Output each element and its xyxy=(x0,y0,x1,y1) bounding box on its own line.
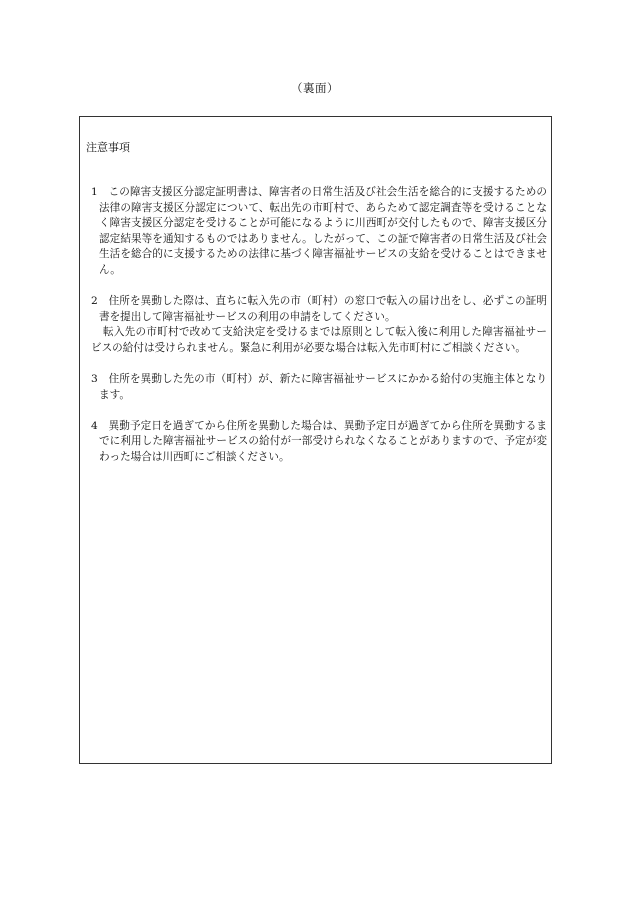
item-number: 1 xyxy=(91,186,98,198)
notice-item-paragraph xyxy=(86,294,547,325)
page-title: （裏面） xyxy=(291,81,339,95)
item-text: 異動予定日を過ぎてから住所を異動した場合は、異動予定日が過ぎてから住所を異動するまでに利用した障害福祉サービスの給付が一部受けられなくなることがありますので、予定が変わった場合は川西町にご相談ください。 xyxy=(99,419,548,463)
item-text: 住所を異動した際は、直ちに転入先の市（町村）の窓口で転入の届け出をし、必ずこの証明書を提出して障害福祉サービスの利用の申請をしてください。 xyxy=(99,295,548,323)
notice-item-4 xyxy=(86,419,547,466)
notice-item-3 xyxy=(86,372,547,403)
notice-item-paragraph xyxy=(86,372,547,403)
item-text: 住所を異動した先の市（町村）が、新たに障害福祉サービスにかかる給付の実施主体となります。 xyxy=(99,372,548,401)
notice-list xyxy=(86,185,547,481)
item-number: 3 xyxy=(91,372,98,385)
item-text: この障害支援区分認定証明書は、障害者の日常生活及び社会生活を総合的に支援するための法律の障害支援区分認定について、転出先の市町村で、あらためて認定調査等を受けることなく障害支援区分認定を受けることが可能になるように川西町が交付したもので、障害支援区分認定結果等を通知するものではありません。したがって、この証で障害者の日常生活及び社会生活を総合的に支援するための法律に基づく障害福祉サービスの支給を受けることはできません。 xyxy=(99,186,548,276)
notice-heading: 注意事項 xyxy=(86,141,130,154)
notice-item-continuation: 転入先の市町村で改めて支給決定を受けるまでは原則として転入後に利用した障害福祉サービスの給付は受けられません。緊急に利用が必要な場合は転入先市町村にご相談ください。 xyxy=(91,326,547,354)
item-number: 4 xyxy=(91,419,98,432)
notice-item-paragraph xyxy=(86,419,547,466)
notice-box xyxy=(79,116,552,764)
item-number: 2 xyxy=(91,295,98,308)
notice-item-2 xyxy=(86,294,547,356)
notice-item-paragraph xyxy=(86,185,547,279)
notice-item-1 xyxy=(86,185,547,279)
